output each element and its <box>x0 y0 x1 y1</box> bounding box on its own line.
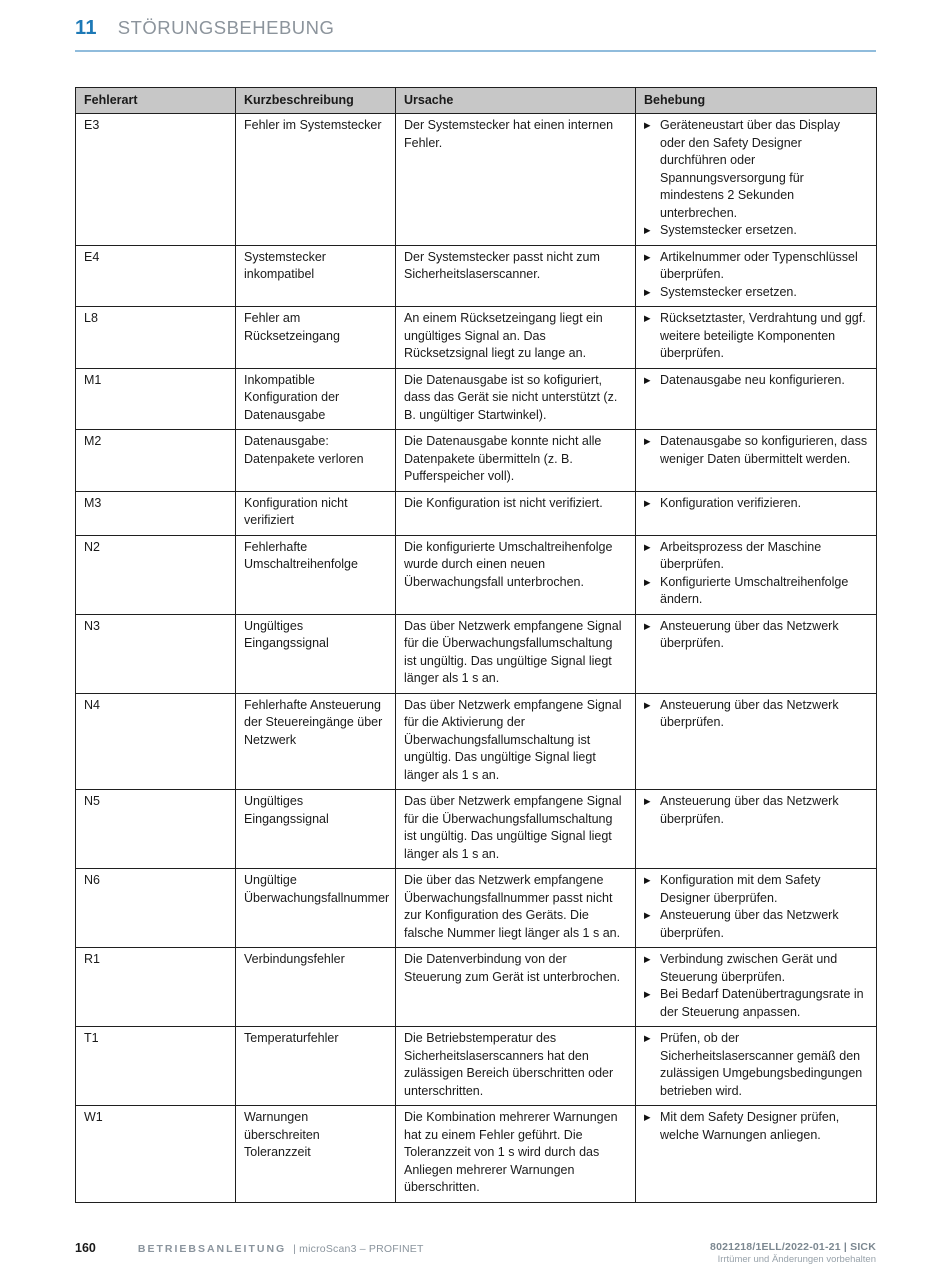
chapter-number: 11 <box>75 17 97 39</box>
table-row <box>76 693 877 790</box>
bullet-triangle-icon: ▶ <box>644 1033 651 1043</box>
remedy-cell <box>636 430 877 492</box>
chapter-title: STÖRUNGSBEHEBUNG <box>117 17 335 38</box>
error-code-cell: N4 <box>76 693 236 790</box>
short-description-cell: Konfiguration nicht verifiziert <box>236 491 396 535</box>
cause-cell: Das über Netzwerk empfangene Signal für die Überwachungsfallumschaltung ist ungültig. Das ungültige Signal liegt länger als 1 s an. <box>396 790 636 869</box>
cause-cell: Das über Netzwerk empfangene Signal für die Aktivierung der Überwachungsfallumschaltung ist ungültig. Das ungültige Signal liegt länger als 1 s an. <box>396 693 636 790</box>
remedy-item <box>644 951 868 986</box>
cause-cell: Die Kombination mehrerer Warnungen hat zu einem Fehler geführt. Die Toleranzzeit von 1 s wird durch das Anliegen mehrerer Warnungen überschritten. <box>396 1106 636 1203</box>
remedy-text: Arbeitsprozess der Maschine überprüfen. <box>660 539 822 571</box>
cause-cell: Die Betriebstemperatur des Sicherheitslaserscanners hat den zulässigen Bereich überschritten oder unterschritten. <box>396 1027 636 1106</box>
error-code-cell: M2 <box>76 430 236 492</box>
cause-cell: Das über Netzwerk empfangene Signal für die Überwachungsfallumschaltung ist ungültig. Das ungültige Signal liegt länger als 1 s an. <box>396 614 636 693</box>
remedy-item <box>644 907 868 942</box>
column-header-ursache: Ursache <box>396 88 636 114</box>
remedy-text: Ansteuerung über das Netzwerk überprüfen. <box>660 908 839 940</box>
remedy-item <box>644 495 868 513</box>
remedy-text: Verbindung zwischen Gerät und Steuerung überprüfen. <box>660 952 838 984</box>
table-header-row <box>76 88 877 114</box>
remedy-cell <box>636 614 877 693</box>
page-footer <box>75 1241 876 1265</box>
cause-cell: Die Datenausgabe konnte nicht alle Datenpakete übermitteln (z. B. Pufferspeicher voll). <box>396 430 636 492</box>
remedy-cell <box>636 114 877 246</box>
bullet-triangle-icon: ▶ <box>644 497 651 508</box>
error-code-cell: L8 <box>76 307 236 369</box>
column-header-fehlerart: Fehlerart <box>76 88 236 114</box>
remedy-text: Systemstecker ersetzen. <box>660 223 797 237</box>
page-number: 160 <box>75 1241 96 1255</box>
bullet-triangle-icon: ▶ <box>644 875 651 885</box>
short-description-cell: Fehlerhafte Umschaltreihenfolge <box>236 535 396 614</box>
remedy-item <box>644 117 868 222</box>
remedy-item <box>644 618 868 653</box>
table-row <box>76 869 877 948</box>
remedy-text: Konfiguration mit dem Safety Designer überprüfen. <box>660 873 821 905</box>
remedy-text: Ansteuerung über das Netzwerk überprüfen. <box>660 697 839 729</box>
table-row <box>76 430 877 492</box>
remedy-cell <box>636 245 877 307</box>
footer-disclaimer: Irrtümer und Änderungen vorbehalten <box>717 1254 876 1265</box>
error-code-cell: N3 <box>76 614 236 693</box>
table-row <box>76 948 877 1027</box>
short-description-cell: Verbindungsfehler <box>236 948 396 1027</box>
remedy-cell <box>636 535 877 614</box>
remedy-item <box>644 222 868 240</box>
bullet-triangle-icon: ▶ <box>644 699 651 710</box>
short-description-cell: Fehler im Systemstecker <box>236 114 396 246</box>
error-code-cell: R1 <box>76 948 236 1027</box>
cause-cell: Der Systemstecker passt nicht zum Sicherheitslaserscanner. <box>396 245 636 307</box>
remedy-item <box>644 1109 868 1144</box>
footer-doc-product: | microScan3 – PROFINET <box>293 1243 424 1255</box>
remedy-text: Mit dem Safety Designer prüfen, welche Warnungen anliegen. <box>660 1110 840 1142</box>
cause-cell: Die über das Netzwerk empfangene Überwachungsfallnummer passt nicht zur Konfiguration des Geräts. Die falsche Nummer liegt länger als 1 s an. <box>396 869 636 948</box>
footer-doc-title <box>138 1243 424 1255</box>
bullet-triangle-icon: ▶ <box>644 796 651 806</box>
footer-doc-type: BETRIEBSANLEITUNG <box>137 1243 287 1255</box>
bullet-triangle-icon: ▶ <box>644 576 651 587</box>
error-table-container <box>75 87 877 1203</box>
cause-cell: Die konfigurierte Umschaltreihenfolge wurde durch einen neuen Überwachungsfall unterbrochen. <box>396 535 636 614</box>
remedy-text: Artikelnummer oder Typenschlüssel überprüfen. <box>660 249 858 281</box>
short-description-cell: Inkompatible Konfiguration der Datenausgabe <box>236 368 396 430</box>
bullet-triangle-icon: ▶ <box>644 1112 651 1122</box>
remedy-text: Prüfen, ob der Sicherheitslaserscanner gemäß den zulässigen Umgebungsbedingungen betrieben wird. <box>660 1031 863 1098</box>
chapter-header <box>75 17 334 40</box>
error-code-cell: N6 <box>76 869 236 948</box>
remedy-item <box>644 872 868 907</box>
remedy-text: Geräteneustart über das Display oder den Safety Designer durchführen oder Spannungsversorgung für mindestens 2 Sekunden unterbrechen. <box>660 118 840 220</box>
short-description-cell: Ungültige Überwachungsfallnummer <box>236 869 396 948</box>
table-row <box>76 1027 877 1106</box>
remedy-item <box>644 284 868 302</box>
bullet-triangle-icon: ▶ <box>644 120 651 130</box>
short-description-cell: Systemstecker inkompatibel <box>236 245 396 307</box>
error-code-cell: N2 <box>76 535 236 614</box>
table-row <box>76 1106 877 1203</box>
footer-right <box>710 1241 876 1265</box>
remedy-text: Systemstecker ersetzen. <box>660 284 797 299</box>
remedy-item <box>644 793 868 828</box>
remedy-text: Rücksetztaster, Verdrahtung und ggf. weitere beteiligte Komponenten überprüfen. <box>660 311 866 360</box>
table-row <box>76 114 877 246</box>
short-description-cell: Fehler am Rücksetzeingang <box>236 307 396 369</box>
remedy-item <box>644 574 868 609</box>
remedy-item <box>644 1030 868 1100</box>
cause-cell: Die Datenausgabe ist so kofiguriert, dass das Gerät sie nicht unterstützt (z. B. ungültiger Startwinkel). <box>396 368 636 430</box>
column-header-behebung: Behebung <box>636 88 877 114</box>
bullet-triangle-icon: ▶ <box>644 910 651 920</box>
chapter-divider-rule <box>75 50 876 52</box>
bullet-triangle-icon: ▶ <box>644 251 651 262</box>
table-row <box>76 368 877 430</box>
remedy-item <box>644 986 868 1021</box>
bullet-triangle-icon: ▶ <box>644 225 651 235</box>
remedy-cell <box>636 368 877 430</box>
remedy-cell <box>636 869 877 948</box>
error-code-cell: N5 <box>76 790 236 869</box>
bullet-triangle-icon: ▶ <box>644 286 651 297</box>
remedy-item <box>644 433 868 468</box>
footer-doc-id: 8021218/1ELL/2022-01-21 | SICK <box>710 1241 876 1253</box>
short-description-cell: Datenausgabe: Datenpakete verloren <box>236 430 396 492</box>
cause-cell: Die Datenverbindung von der Steuerung zum Gerät ist unterbrochen. <box>396 948 636 1027</box>
remedy-cell <box>636 491 877 535</box>
table-row <box>76 491 877 535</box>
table-row <box>76 245 877 307</box>
remedy-text: Ansteuerung über das Netzwerk überprüfen. <box>660 794 839 826</box>
short-description-cell: Temperaturfehler <box>236 1027 396 1106</box>
error-code-cell: T1 <box>76 1027 236 1106</box>
short-description-cell: Ungültiges Eingangssignal <box>236 790 396 869</box>
table-row <box>76 307 877 369</box>
remedy-text: Datenausgabe so konfigurieren, dass weniger Daten übermittelt werden. <box>660 434 868 466</box>
error-table-body <box>76 114 877 1203</box>
remedy-cell <box>636 307 877 369</box>
remedy-text: Konfiguration verifizieren. <box>660 495 802 510</box>
cause-cell: Die Konfiguration ist nicht verifiziert. <box>396 491 636 535</box>
error-code-cell: E4 <box>76 245 236 307</box>
remedy-cell <box>636 948 877 1027</box>
short-description-cell: Ungültiges Eingangssignal <box>236 614 396 693</box>
remedy-cell <box>636 1027 877 1106</box>
remedy-item <box>644 539 868 574</box>
bullet-triangle-icon: ▶ <box>644 954 651 964</box>
short-description-cell: Fehlerhafte Ansteuerung der Steuereingänge über Netzwerk <box>236 693 396 790</box>
bullet-triangle-icon: ▶ <box>644 541 651 552</box>
remedy-text: Ansteuerung über das Netzwerk überprüfen. <box>660 618 839 650</box>
error-table <box>75 87 877 1203</box>
remedy-item <box>644 372 868 390</box>
short-description-cell: Warnungen überschreiten Toleranzzeit <box>236 1106 396 1203</box>
remedy-text: Bei Bedarf Datenübertragungsrate in der Steuerung anpassen. <box>660 987 864 1019</box>
bullet-triangle-icon: ▶ <box>644 374 651 385</box>
footer-left <box>75 1241 424 1255</box>
remedy-item <box>644 310 868 363</box>
bullet-triangle-icon: ▶ <box>644 989 651 999</box>
cause-cell: An einem Rücksetzeingang liegt ein ungültiges Signal an. Das Rücksetzsignal liegt zu lange an. <box>396 307 636 369</box>
error-code-cell: W1 <box>76 1106 236 1203</box>
remedy-item <box>644 697 868 732</box>
remedy-cell <box>636 1106 877 1203</box>
remedy-item <box>644 249 868 284</box>
error-code-cell: E3 <box>76 114 236 246</box>
error-code-cell: M3 <box>76 491 236 535</box>
bullet-triangle-icon: ▶ <box>644 313 651 323</box>
remedy-text: Datenausgabe neu konfigurieren. <box>660 372 845 387</box>
table-row <box>76 614 877 693</box>
bullet-triangle-icon: ▶ <box>644 436 651 446</box>
bullet-triangle-icon: ▶ <box>644 620 651 631</box>
remedy-text: Konfigurierte Umschaltreihenfolge ändern. <box>660 574 849 606</box>
remedy-cell <box>636 693 877 790</box>
table-row <box>76 535 877 614</box>
remedy-cell <box>636 790 877 869</box>
error-code-cell: M1 <box>76 368 236 430</box>
column-header-kurzbeschreibung: Kurzbeschreibung <box>236 88 396 114</box>
cause-cell: Der Systemstecker hat einen internen Fehler. <box>396 114 636 246</box>
table-row <box>76 790 877 869</box>
